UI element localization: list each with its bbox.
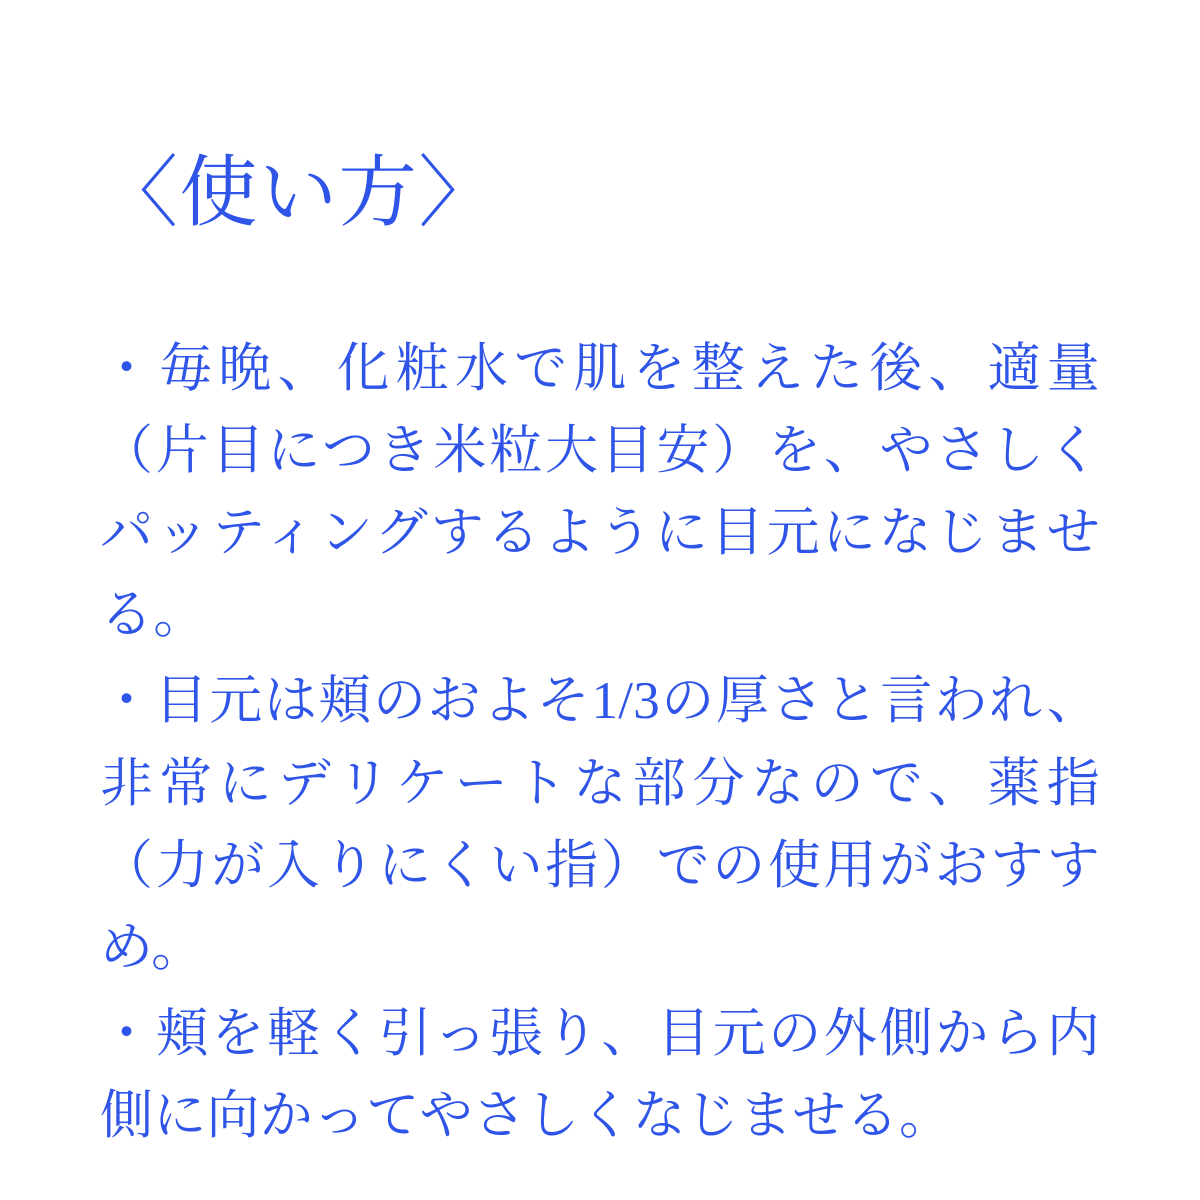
instruction-item: ・頬を軽く引っ張り、目元の外側から内側に向かってやさしくなじませる。 (100, 1004, 1100, 1146)
page-title: 〈使い方〉 (100, 149, 498, 236)
instructions-list (100, 328, 1100, 1157)
instruction-item: ・毎晩、化粧水で肌を整えた後、適量（片目につき米粒大目安）を、やさしくパッティングするように目元になじませる。 (100, 339, 1100, 645)
instruction-item: ・目元は頬のおよそ1/3の厚さと言われ、非常にデリケートな部分なので、薬指（力が入りにくい指）での使用がおすすめ。 (100, 672, 1100, 977)
